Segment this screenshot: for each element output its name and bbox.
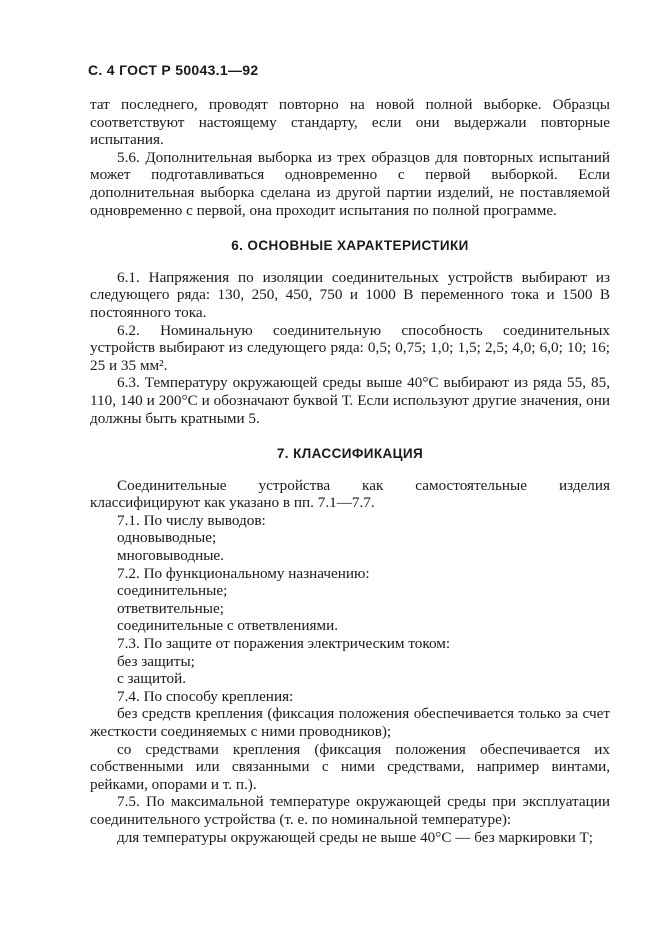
paragraph-continued: тат последнего, проводят повторно на новой полной выборке. Образцы соответствуют настоящему стандарту, если они выдержали повторные испытания. bbox=[90, 96, 610, 149]
section-6-heading: 6. ОСНОВНЫЕ ХАРАКТЕРИСТИКИ bbox=[231, 238, 469, 254]
paragraph-6-2: 6.2. Номинальную соединительную способность соединительных устройств выбирают из следующего ряда: 0,5; 0,75; 1,0; 1,5; 2,5; 4,0; 6,0; 10; 16; 25 и 35 мм². bbox=[90, 321, 610, 374]
list-item: без защиты; bbox=[117, 652, 195, 670]
page-header: С. 4 ГОСТ Р 50043.1—92 bbox=[88, 62, 259, 78]
list-item: соединительные с ответвлениями. bbox=[117, 617, 339, 635]
list-item: 7.1. По числу выводов: bbox=[117, 511, 266, 529]
paragraph-5-6: 5.6. Дополнительная выборка из трех образцов для повторных испытаний может подготавливаться одновременно с первой выборкой. Если дополнительная выборка сделана из другой партии изделий, не поставляемой одновременно с первой, она проходит испытания по полной программе. bbox=[90, 148, 610, 219]
paragraph-temperature: для температуры окружающей среды не выше 40°С — без маркировки Т; bbox=[117, 828, 594, 846]
list-item: 7.3. По защите от поражения электрическим током: bbox=[117, 635, 451, 653]
paragraph-6-1: 6.1. Напряжения по изоляции соединительных устройств выбирают из следующего ряда: 130, 250, 450, 750 и 1000 В переменного тока и 1500 В постоянного тока. bbox=[90, 268, 610, 321]
list-item: 7.4. По способу крепления: bbox=[117, 687, 294, 705]
paragraph-with-fixing: со средствами крепления (фиксация положения обеспечивается их собственными или связанными с ними средствами, например винтами, рейками, опорами и т. п.). bbox=[90, 740, 610, 793]
list-item: соединительные; bbox=[117, 582, 228, 600]
list-item: 7.2. По функциональному назначению: bbox=[117, 564, 370, 582]
list-item: многовыводные. bbox=[117, 547, 224, 565]
paragraph-no-fixing: без средств крепления (фиксация положения обеспечивается только за счет жесткости соединяемых с ними проводников); bbox=[90, 705, 610, 740]
section-7-heading: 7. КЛАССИФИКАЦИЯ bbox=[276, 446, 424, 462]
document-body bbox=[90, 96, 610, 846]
paragraph-6-3: 6.3. Температуру окружающей среды выше 40°С выбирают из ряда 55, 85, 110, 140 и 200°С и обозначают буквой Т. Если используют другие значения, они должны быть кратными 5. bbox=[90, 374, 610, 427]
list-item: одновыводные; bbox=[117, 529, 217, 547]
list-item: ответвительные; bbox=[117, 599, 224, 617]
paragraph-7-intro: Соединительные устройства как самостоятельные изделия классифицируют как указано в пп. 7.1—7.7. bbox=[90, 476, 610, 512]
list-item: с защитой. bbox=[117, 670, 187, 688]
paragraph-7-5: 7.5. По максимальной температуре окружающей среды при эксплуатации соединительного устройства (т. е. по номинальной температуре): bbox=[90, 793, 610, 828]
